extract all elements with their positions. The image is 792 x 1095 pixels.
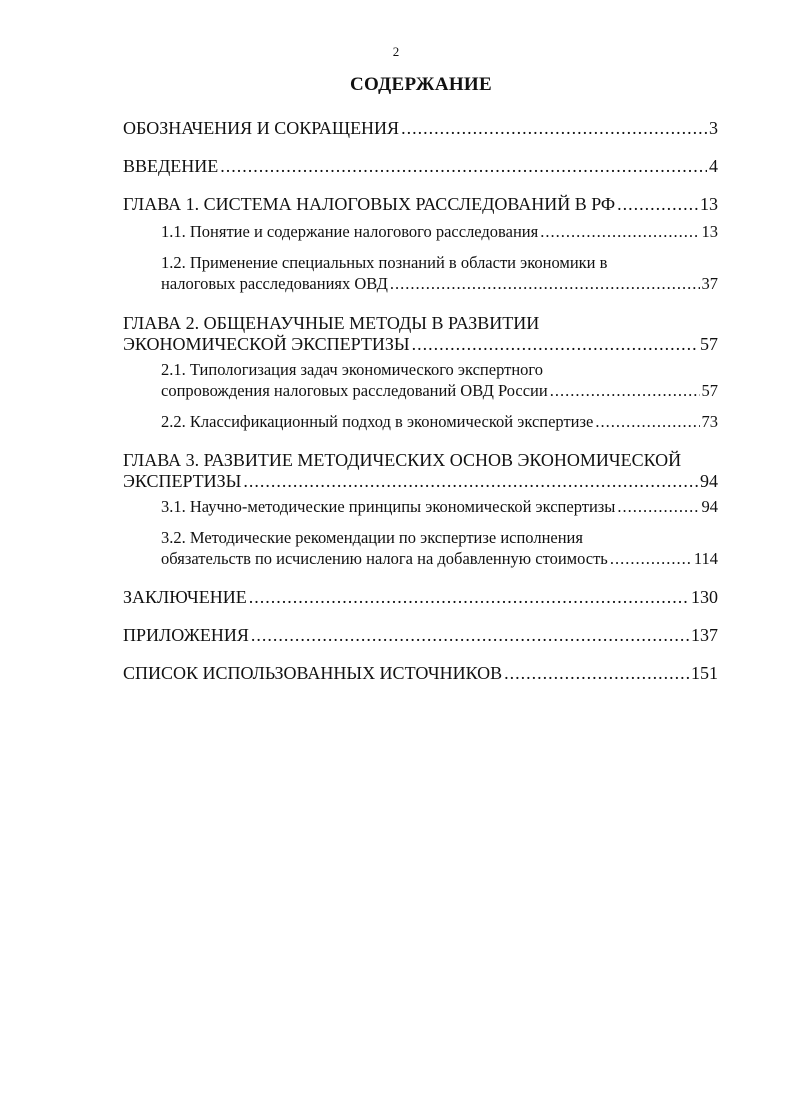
toc-entry-title-line-1: 1.2. Применение специальных познаний в области экономики в: [161, 253, 608, 272]
dot-leader: [617, 194, 698, 215]
toc-entry-title: ЭКСПЕРТИЗЫ: [123, 471, 242, 491]
toc-entry-title-line-1: 2.1. Типологизация задач экономического экспертного: [161, 360, 544, 379]
toc-entry-title: 1.1. Понятие и содержание налогового расследования: [161, 222, 539, 241]
dot-leader: [390, 273, 700, 294]
dot-leader: [251, 625, 689, 646]
toc-entry-title: ГЛАВА 1. СИСТЕМА НАЛОГОВЫХ РАССЛЕДОВАНИЙ В РФ: [123, 194, 616, 214]
toc-entry-references[interactable]: [123, 663, 718, 684]
dot-leader: [504, 663, 689, 684]
toc-entry-page: 13: [700, 194, 718, 214]
toc-entry-page: 3: [709, 118, 718, 138]
toc-entry-page: 73: [701, 412, 718, 431]
toc-entry-page: 94: [701, 497, 718, 516]
dot-leader: [595, 411, 699, 432]
table-of-contents: [123, 118, 718, 701]
toc-entry-section-1-2[interactable]: [123, 252, 718, 294]
toc-entry-page: 130: [691, 587, 718, 607]
toc-entry-title: ВВЕДЕНИЕ: [123, 156, 219, 176]
dot-leader: [243, 471, 698, 492]
toc-entry-section-2-1[interactable]: [123, 359, 718, 401]
dot-leader: [617, 496, 699, 517]
dot-leader: [249, 587, 689, 608]
toc-entry-abbreviations[interactable]: [123, 118, 718, 139]
toc-entry-page: 37: [701, 274, 718, 293]
toc-entry-page: 4: [709, 156, 718, 176]
toc-entry-title-line-1: 3.2. Методические рекомендации по экспертизе исполнения: [161, 528, 583, 547]
toc-entry-title-line-1: ГЛАВА 3. РАЗВИТИЕ МЕТОДИЧЕСКИХ ОСНОВ ЭКОНОМИЧЕСКОЙ: [123, 450, 682, 470]
toc-entry-title: сопровождения налоговых расследований ОВД России: [161, 381, 548, 400]
toc-entry-page: 151: [691, 663, 718, 683]
toc-entry-title: ЭКОНОМИЧЕСКОЙ ЭКСПЕРТИЗЫ: [123, 334, 410, 354]
dot-leader: [401, 118, 707, 139]
dot-leader: [412, 334, 698, 355]
toc-entry-title: налоговых расследованиях ОВД: [161, 274, 388, 293]
toc-entry-title: СПИСОК ИСПОЛЬЗОВАННЫХ ИСТОЧНИКОВ: [123, 663, 503, 683]
toc-entry-page: 57: [700, 334, 718, 354]
toc-entry-title: ЗАКЛЮЧЕНИЕ: [123, 587, 247, 607]
toc-entry-title: 2.2. Классификационный подход в экономической экспертизе: [161, 412, 594, 431]
toc-entry-section-3-2[interactable]: [123, 527, 718, 569]
dot-leader: [610, 548, 692, 569]
dot-leader: [220, 156, 707, 177]
toc-entry-page: 94: [700, 471, 718, 491]
toc-title: СОДЕРЖАНИЕ: [350, 74, 492, 95]
dot-leader: [540, 221, 699, 242]
toc-entry-conclusion[interactable]: [123, 587, 718, 608]
toc-entry-title: ОБОЗНАЧЕНИЯ И СОКРАЩЕНИЯ: [123, 118, 400, 138]
toc-entry-introduction[interactable]: [123, 156, 718, 177]
dot-leader: [550, 380, 700, 401]
toc-entry-appendices[interactable]: [123, 625, 718, 646]
toc-entry-section-1-1[interactable]: [123, 221, 718, 242]
toc-entry-page: 114: [693, 549, 718, 568]
toc-entry-section-3-1[interactable]: [123, 496, 718, 517]
toc-entry-chapter-3[interactable]: [123, 450, 718, 492]
toc-entry-section-2-2[interactable]: [123, 411, 718, 432]
toc-entry-chapter-1[interactable]: [123, 194, 718, 215]
toc-entry-title: 3.1. Научно-методические принципы экономической экспертизы: [161, 497, 616, 516]
toc-entry-page: 137: [691, 625, 718, 645]
toc-entry-title: ПРИЛОЖЕНИЯ: [123, 625, 249, 645]
page-number: 2: [392, 44, 400, 59]
toc-entry-title-line-1: ГЛАВА 2. ОБЩЕНАУЧНЫЕ МЕТОДЫ В РАЗВИТИИ: [123, 313, 540, 333]
toc-entry-page: 57: [701, 381, 718, 400]
toc-entry-chapter-2[interactable]: [123, 313, 718, 355]
toc-entry-title: обязательств по исчислению налога на добавленную стоимость: [161, 549, 608, 568]
toc-entry-page: 13: [701, 222, 718, 241]
